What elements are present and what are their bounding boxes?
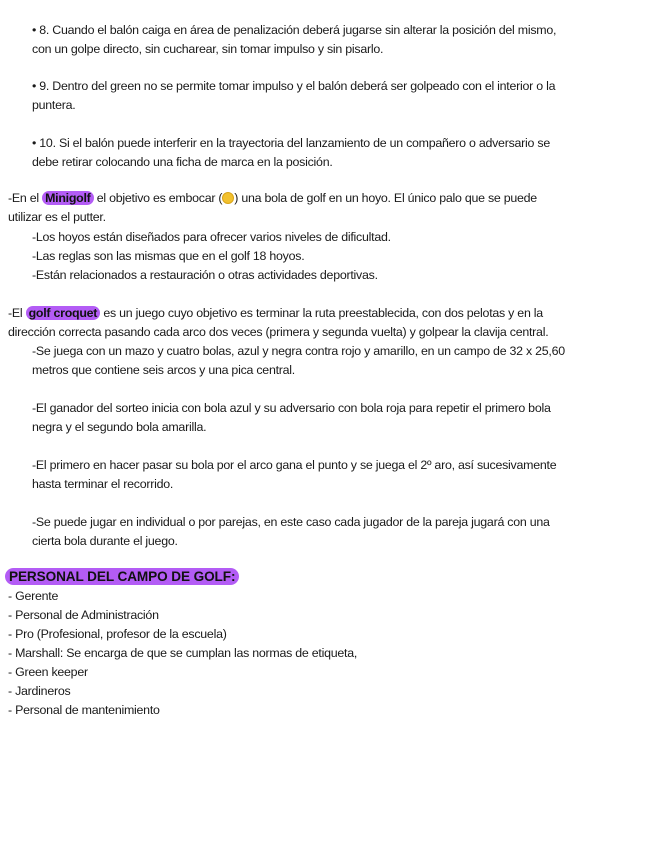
staff-list-item: - Marshall: Se encarga de que se cumplan las normas de etiqueta, — [8, 646, 358, 660]
minigolf-highlight: Minigolf — [42, 191, 93, 205]
rule-9-line-1: • 9. Dentro del green no se permite tomar impulso y el balón deberá ser golpeado con el interior o la — [32, 79, 556, 93]
croquet-line-1-rest: es un juego cuyo objetivo es terminar la ruta preestablecida, con dos pelotas y en la — [100, 306, 543, 320]
minigolf-text-after-icon: ) una bola de golf en un hoyo. El único palo que se puede — [234, 191, 537, 205]
minigolf-bullet: -Los hoyos están diseñados para ofrecer varios niveles de dificultad. — [32, 230, 391, 244]
staff-list-item: - Gerente — [8, 589, 59, 603]
croquet-paragraph-2-line-2: negra y el segundo bola amarilla. — [32, 420, 207, 434]
rule-9-line-2: puntera. — [32, 98, 76, 112]
croquet-paragraph-1-line-1: -Se juega con un mazo y cuatro bolas, azul y negra contra rojo y amarillo, en un campo de 32 x 25,60 — [32, 344, 565, 358]
croquet-paragraph-4-line-1: -Se puede jugar en individual o por parejas, en este caso cada jugador de la pareja jugará con una — [32, 515, 550, 529]
staff-heading: PERSONAL DEL CAMPO DE GOLF: — [5, 568, 239, 585]
rule-10-line-2: debe retirar colocando una ficha de marca en la posición. — [32, 155, 333, 169]
minigolf-intro-line-1 — [8, 190, 537, 206]
croquet-paragraph-3-line-2: hasta terminar el recorrido. — [32, 477, 174, 491]
minigolf-bullet: -Están relacionados a restauración o otras actividades deportivas. — [32, 268, 378, 282]
minigolf-bullet: -Las reglas son las mismas que en el golf 18 hoyos. — [32, 249, 305, 263]
smiling-face-emoji-icon — [222, 192, 234, 204]
staff-list-item: - Personal de mantenimiento — [8, 703, 160, 717]
croquet-prefix: -El — [8, 306, 26, 320]
croquet-intro-line-1 — [8, 305, 543, 321]
staff-list-item: - Jardineros — [8, 684, 71, 698]
croquet-paragraph-1-line-2: metros que contiene seis arcos y una pica central. — [32, 363, 295, 377]
staff-list-item: - Pro (Profesional, profesor de la escuela) — [8, 627, 227, 641]
croquet-paragraph-3-line-1: -El primero en hacer pasar su bola por el arco gana el punto y se juega el 2º aro, así sucesivamente — [32, 458, 557, 472]
rule-10-line-1: • 10. Si el balón puede interferir en la trayectoria del lanzamiento de un compañero o adversario se — [32, 136, 550, 150]
staff-list-item: - Personal de Administración — [8, 608, 159, 622]
minigolf-intro-line-2: utilizar es el putter. — [8, 210, 106, 224]
croquet-intro-line-2: dirección correcta pasando cada arco dos veces (primera y segunda vuelta) y golpear la clavija central. — [8, 325, 549, 339]
croquet-paragraph-4-line-2: cierta bola durante el juego. — [32, 534, 178, 548]
staff-list-item: - Green keeper — [8, 665, 88, 679]
croquet-highlight: golf croquet — [26, 306, 101, 320]
croquet-paragraph-2-line-1: -El ganador del sorteo inicia con bola azul y su adversario con bola roja para repetir el primero bola — [32, 401, 551, 415]
rule-8-line-2: con un golpe directo, sin cucharear, sin tomar impulso y sin pisarlo. — [32, 42, 384, 56]
rule-8-line-1: • 8. Cuando el balón caiga en área de penalización deberá jugarse sin alterar la posición del mismo, — [32, 23, 557, 37]
minigolf-text-before-icon: el objetivo es embocar ( — [93, 191, 223, 205]
staff-heading-line — [5, 568, 239, 586]
minigolf-prefix: -En el — [8, 191, 43, 205]
